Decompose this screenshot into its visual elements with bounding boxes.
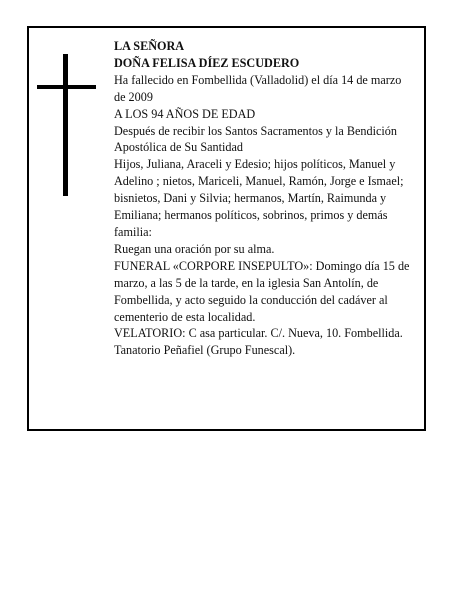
- obituary-text: [114, 38, 414, 359]
- sacraments-statement: Después de recibir los Santos Sacramentos y la Bendición Apostólica de Su Santidad: [114, 123, 397, 155]
- funeral-home: Tanatorio Peñafiel (Grupo Funescal).: [114, 343, 296, 358]
- funeral-details: FUNERAL «CORPORE INSEPULTO»: Domingo día 15 de marzo, a las 5 de la tarde, en la iglesia San Antolín, de Fombellida, y acto seguido la conducción del cadáver al cementerio de esta localidad.: [114, 258, 410, 324]
- prayer-request: Ruegan una oración por su alma.: [114, 241, 275, 256]
- cross-icon: [63, 54, 68, 196]
- age-statement: A LOS 94 AÑOS DE EDAD: [114, 106, 256, 121]
- notice-title: LA SEÑORA: [114, 39, 185, 53]
- death-statement: Ha fallecido en Fombellida (Valladolid) el día 14 de marzo de 2009: [114, 72, 402, 104]
- cross-icon-bar: [37, 85, 96, 89]
- deceased-name: DOÑA FELISA DÍEZ ESCUDERO: [114, 55, 300, 70]
- wake-details: VELATORIO: C asa particular. C/. Nueva, 10. Fombellida.: [114, 326, 403, 341]
- family-list: Hijos, Juliana, Araceli y Edesio; hijos políticos, Manuel y Adelino ; nietos, Mariceli, Manuel, Ramón, Jorge e Ismael; bisnietos, Dani y Silvia; hermanos, Martín, Raimunda y Emiliana; hermanos políticos, sobrinos, primos y demás familia:: [114, 157, 404, 239]
